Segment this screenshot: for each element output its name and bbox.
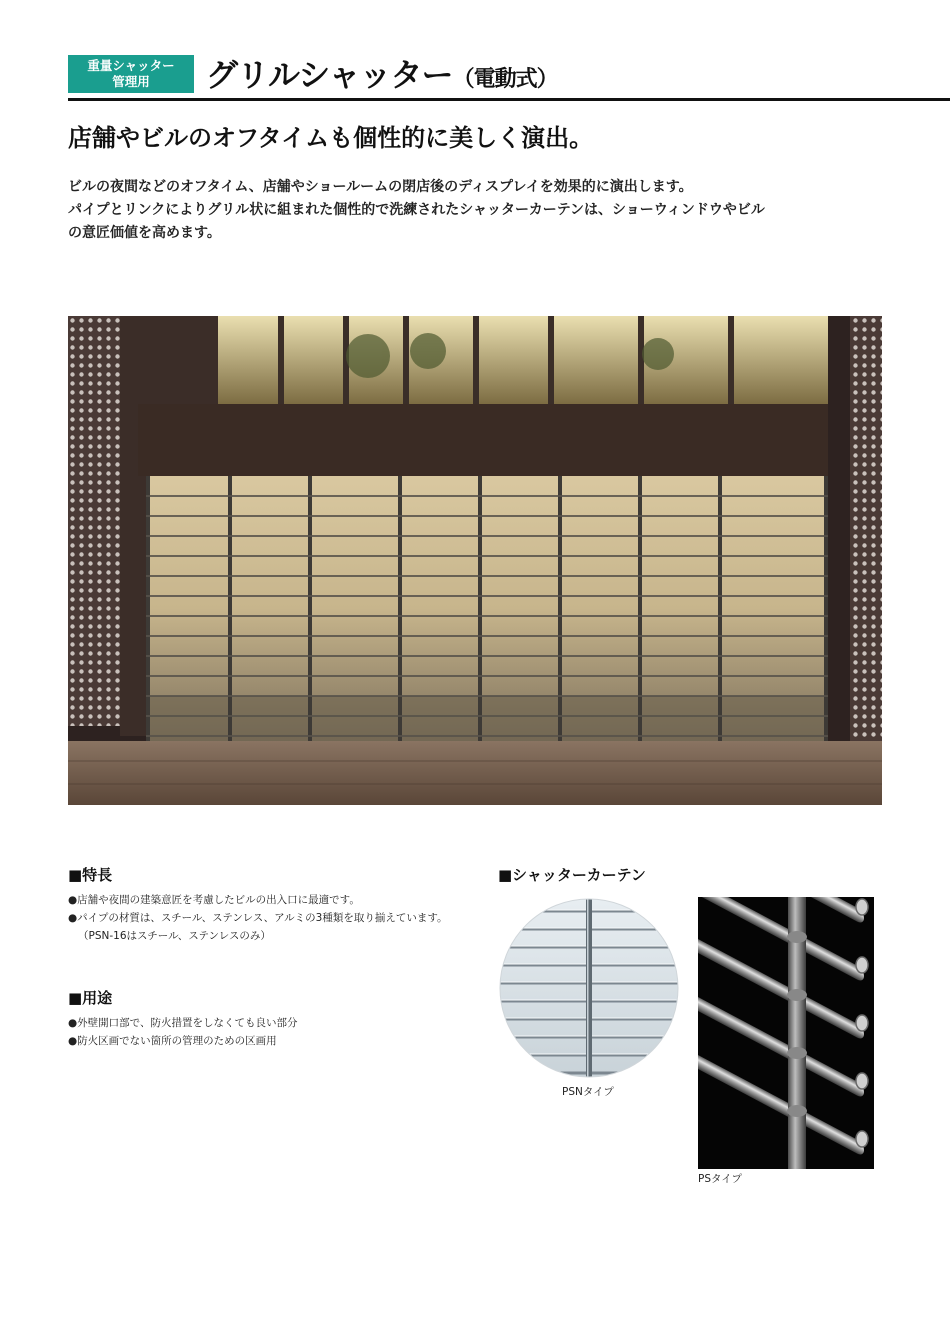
usage-title: ■用途	[68, 989, 113, 1007]
usage-list	[68, 1014, 297, 1050]
list-item: ●外壁開口部で、防火措置をしなくても良い部分	[68, 1017, 298, 1029]
intro-line3: の意匠価値を高めます。	[68, 225, 221, 241]
category-badge	[68, 55, 194, 93]
storefront-photo	[68, 316, 882, 805]
ps-type-caption: PSタイプ	[698, 1173, 742, 1185]
curtain-title: ■シャッターカーテン	[498, 866, 646, 884]
badge-line1: 重量シャッター	[87, 58, 175, 73]
list-item: ●店舗や夜間の建築意匠を考慮したビルの出入口に最適です。	[68, 894, 360, 906]
list-item: ●防火区画でない箇所の管理のための区画用	[68, 1035, 277, 1047]
headline: 店舗やビルのオフタイムも個性的に美しく演出。	[68, 124, 594, 152]
intro-line2: パイプとリンクによりグリル状に組まれた個性的で洗練されたシャッターカーテンは、ショーウィンドウやビル	[68, 202, 765, 218]
ps-type-photo	[698, 897, 874, 1169]
features-title: ■特長	[68, 866, 113, 884]
psn-type-caption: PSNタイプ	[562, 1086, 614, 1098]
features-list	[68, 891, 448, 945]
list-item: （PSN-16はスチール、ステンレスのみ）	[78, 930, 271, 942]
intro-text	[68, 176, 898, 245]
header-rule	[68, 98, 950, 101]
badge-line2: 管理用	[112, 74, 150, 89]
page-title	[206, 50, 558, 96]
psn-type-photo	[498, 897, 680, 1079]
list-item: ●パイプの材質は、スチール、ステンレス、アルミの3種類を取り揃えています。	[68, 912, 448, 924]
intro-line1: ビルの夜間などのオフタイム、店舗やショールームの閉店後のディスプレイを効果的に演出します。	[68, 179, 693, 195]
page-title-main: グリルシャッター	[206, 56, 453, 94]
page-title-suffix: （電動式）	[452, 67, 558, 92]
